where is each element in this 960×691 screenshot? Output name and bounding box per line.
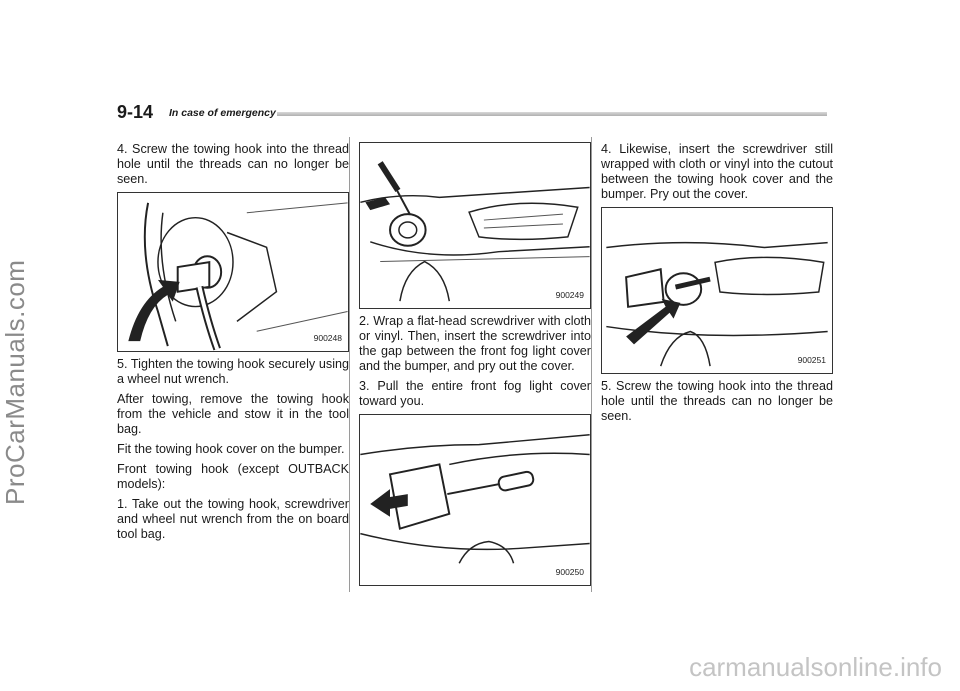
figure-pry-fog-cover: [359, 142, 591, 309]
column-divider-2: [591, 137, 592, 592]
column-3: [601, 142, 833, 429]
column-1: [117, 142, 349, 547]
figure-id: 900248: [313, 333, 342, 343]
step-5-text: 5. Tighten the towing hook securely using a wheel nut wrench.: [117, 357, 349, 386]
towing-hook-illustration: [118, 193, 348, 351]
after-towing-text: After towing, remove the towing hook from the vehicle and stow it in the tool bag.: [117, 392, 349, 436]
watermark-left-text: ProCarManuals.com: [0, 259, 30, 505]
section-title: In case of emergency: [169, 107, 276, 119]
page-number: 9-14: [117, 102, 154, 122]
column-2: [359, 142, 591, 591]
header-rule: [277, 112, 827, 116]
figure-pry-hook-cover: [601, 207, 833, 374]
figure-pull-fog-cover: [359, 414, 591, 586]
page-header: [117, 102, 827, 124]
figure-id: 900249: [555, 290, 584, 300]
front-hook-heading: Front towing hook (except OUTBACK models):: [117, 462, 349, 491]
hook-cover-pry-illustration: [602, 208, 832, 373]
step-5-text: 5. Screw the towing hook into the thread hole until the threads can no longer be seen.: [601, 379, 833, 423]
step-4-text: 4. Screw the towing hook into the thread hole until the threads can no longer be seen.: [117, 142, 349, 186]
fog-light-pull-illustration: [360, 415, 590, 585]
figure-id: 900251: [797, 355, 826, 365]
step-2-text: 2. Wrap a flat-head screwdriver with cloth or vinyl. Then, insert the screwdriver into the gap between the front fog light cover and the bumper, and pry out the cover.: [359, 314, 591, 373]
column-divider-1: [349, 137, 350, 592]
fog-light-pry-illustration: [360, 143, 590, 308]
step-3-text: 3. Pull the entire front fog light cover toward you.: [359, 379, 591, 408]
figure-id: 900250: [555, 567, 584, 577]
fit-cover-text: Fit the towing hook cover on the bumper.: [117, 442, 345, 456]
step-1-text: 1. Take out the towing hook, screwdriver and wheel nut wrench from the on board tool bag.: [117, 497, 349, 541]
watermark-bottom: carmanualsonline.info: [689, 652, 942, 682]
figure-towing-hook-screw: [117, 192, 349, 352]
step-4-text: 4. Likewise, insert the screwdriver still wrapped with cloth or vinyl into the cutout between the towing hook cover and the bumper. Pry out the cover.: [601, 142, 833, 201]
